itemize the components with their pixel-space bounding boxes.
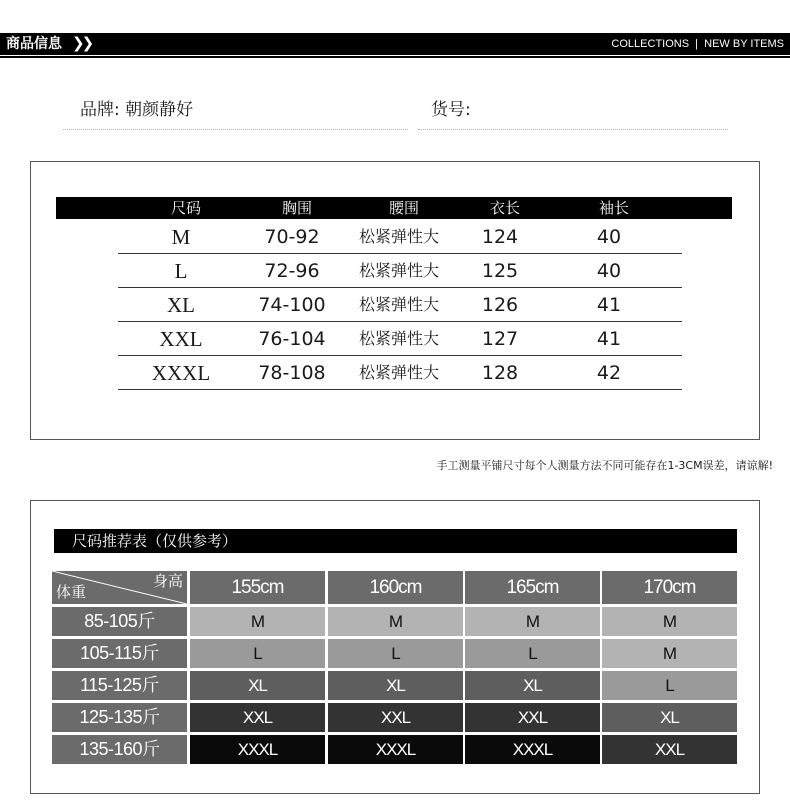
recommended-size-cell: XXXL <box>465 735 600 764</box>
recommended-size-cell: M <box>602 607 737 636</box>
size-table-cell: 128 <box>481 362 519 384</box>
size-table-cell: 松紧弹性大 <box>358 261 440 280</box>
weight-header-cell: 105-115斤 <box>52 639 187 668</box>
column-header: 胸围 <box>281 199 313 217</box>
column-header: 腰围 <box>388 199 420 217</box>
size-table-header <box>56 197 732 219</box>
size-table-cell: 76-104 <box>258 328 326 350</box>
size-table-row <box>118 254 682 288</box>
size-table-cell: 松紧弹性大 <box>358 329 440 348</box>
recommended-size-cell: XL <box>190 671 325 700</box>
dotted-divider <box>418 129 728 130</box>
size-table-cell: 126 <box>481 294 519 316</box>
recommended-size-cell: XL <box>602 703 737 732</box>
weight-header-cell: 125-135斤 <box>52 703 187 732</box>
size-table-row <box>118 288 682 322</box>
size-table-cell: 78-108 <box>258 362 326 384</box>
height-header-cell: 160cm <box>328 571 463 604</box>
size-table-cell: 40 <box>596 226 622 248</box>
height-axis-label: 身高 <box>152 572 183 590</box>
size-table-cell: L <box>174 259 188 283</box>
size-table-cell: 127 <box>481 328 519 350</box>
height-header-cell: 165cm <box>465 571 600 604</box>
size-table-cell: XL <box>167 293 195 317</box>
size-table-cell: 72-96 <box>264 260 320 282</box>
recommendation-title-bar <box>54 529 737 553</box>
size-table-cell: 74-100 <box>258 294 326 316</box>
item-number-label: 货号: <box>431 100 471 120</box>
recommended-size-cell: XXL <box>190 703 325 732</box>
recommended-size-cell: L <box>465 639 600 668</box>
weight-header-cell: 85-105斤 <box>52 607 187 636</box>
recommended-size-cell: XXXL <box>190 735 325 764</box>
weight-axis-label: 体重 <box>56 583 87 601</box>
size-table-cell: 70-92 <box>264 226 320 248</box>
size-table-row <box>118 356 682 390</box>
recommended-size-cell: L <box>602 671 737 700</box>
size-table-cell: 124 <box>481 226 519 248</box>
brand-label: 品牌: 朝颜静好 <box>80 100 194 120</box>
header-underline <box>0 56 790 58</box>
size-table-cell: XXXL <box>151 361 211 385</box>
size-table <box>30 161 760 440</box>
size-table-cell: M <box>171 225 191 249</box>
recommended-size-cell: XXL <box>602 735 737 764</box>
header-title: 商品信息 <box>6 36 62 52</box>
size-table-cell: 41 <box>596 294 622 316</box>
size-table-cell: 40 <box>596 260 622 282</box>
column-header: 衣长 <box>489 199 521 217</box>
column-header: 袖长 <box>598 199 630 217</box>
recommended-size-cell: M <box>328 607 463 636</box>
recommended-size-cell: XXL <box>328 703 463 732</box>
recommended-size-cell: L <box>328 639 463 668</box>
recommendation-title: 尺码推荐表（仅供参考） <box>72 532 238 550</box>
recommended-size-cell: L <box>190 639 325 668</box>
size-table-cell: 松紧弹性大 <box>358 295 440 314</box>
size-table-cell: XXL <box>159 327 203 351</box>
dotted-divider <box>63 129 408 130</box>
double-chevron-icon: ❯❯ <box>72 34 92 52</box>
column-header: 尺码 <box>170 199 202 217</box>
recommended-size-cell: M <box>190 607 325 636</box>
header-links[interactable]: COLLECTIONS | NEW BY ITEMS <box>611 38 784 50</box>
recommended-size-cell: XXXL <box>328 735 463 764</box>
height-header-cell: 170cm <box>602 571 737 604</box>
recommended-size-cell: XL <box>465 671 600 700</box>
size-table-cell: 42 <box>596 362 622 384</box>
size-table-cell: 松紧弹性大 <box>358 227 440 246</box>
size-table-cell: 125 <box>481 260 519 282</box>
size-recommendation-table <box>30 500 760 794</box>
size-table-row <box>118 322 682 356</box>
size-table-row <box>118 220 682 254</box>
recommended-size-cell: XL <box>328 671 463 700</box>
weight-header-cell: 115-125斤 <box>52 671 187 700</box>
header-bar <box>0 33 790 55</box>
recommended-size-cell: M <box>465 607 600 636</box>
size-table-cell: 41 <box>596 328 622 350</box>
recommended-size-cell: M <box>602 639 737 668</box>
weight-header-cell: 135-160斤 <box>52 735 187 764</box>
recommended-size-cell: XXL <box>465 703 600 732</box>
measurement-note: 手工测量平铺尺寸每个人测量方法不同可能存在1-3CM误差，请谅解! <box>436 459 773 472</box>
height-header-cell: 155cm <box>190 571 325 604</box>
size-table-cell: 松紧弹性大 <box>358 363 440 382</box>
corner-header-cell <box>52 571 187 604</box>
